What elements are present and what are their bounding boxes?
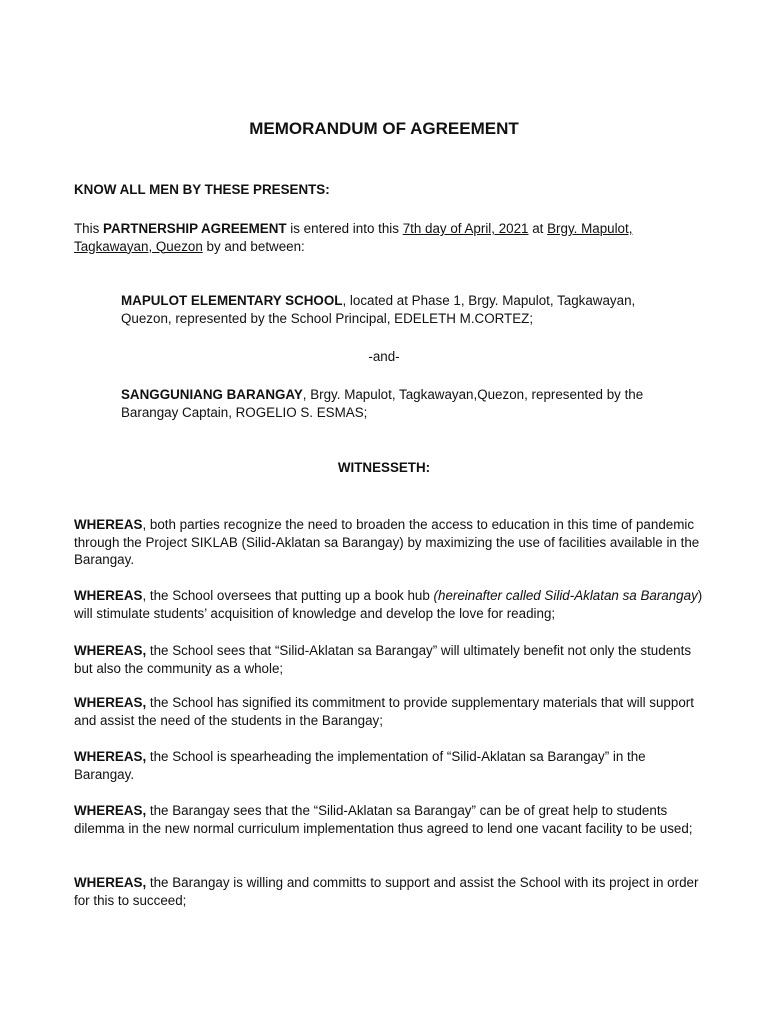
- party-school-name: MAPULOT ELEMENTARY SCHOOL: [121, 293, 343, 308]
- whereas-lead: WHEREAS,: [74, 803, 147, 818]
- whereas-clause-5: [74, 748, 706, 783]
- whereas-clause-7: [74, 874, 706, 909]
- whereas-italic-text: (hereinafter called Silid-Aklatan sa Barangay: [433, 588, 698, 603]
- whereas-clause-3: [74, 642, 706, 677]
- and-separator: -and-: [368, 349, 400, 364]
- whereas-text: ) will stimulate students’ acquisition of knowledge and develop the love for reading;: [74, 588, 703, 621]
- preamble-heading: KNOW ALL MEN BY THESE PRESENTS:: [74, 182, 330, 197]
- intro-text: is entered into this: [286, 221, 403, 236]
- whereas-text: , the School oversees that putting up a book hub: [142, 588, 434, 603]
- party-school: [121, 292, 681, 327]
- agreement-place: Brgy. Mapulot, Tagkawayan, Quezon: [74, 221, 633, 254]
- intro-text: This: [74, 221, 104, 236]
- agreement-type: PARTNERSHIP AGREEMENT: [103, 221, 287, 236]
- intro-text: by and between:: [202, 238, 305, 254]
- whereas-clause-2: [74, 587, 706, 622]
- whereas-clause-1: [74, 516, 706, 569]
- party-school-details: , located at Phase 1, Brgy. Mapulot, Tagkawayan, Quezon, represented by the School Principal, EDELETH M.CORTEZ;: [121, 293, 636, 326]
- whereas-clause-6: [74, 802, 706, 837]
- whereas-lead: WHEREAS: [74, 588, 143, 603]
- whereas-clause-4: [74, 694, 706, 729]
- party-barangay-name: SANGGUNIANG BARANGAY: [121, 387, 303, 402]
- intro-paragraph: [74, 220, 674, 255]
- whereas-lead: WHEREAS: [74, 517, 143, 532]
- party-barangay-details: , Brgy. Mapulot, Tagkawayan,Quezon, represented by the Barangay Captain, ROGELIO S. ESMAS;: [121, 387, 644, 420]
- whereas-text: the School is spearheading the implementation of “Silid-Aklatan sa Barangay” in the Barangay.: [74, 749, 646, 782]
- intro-text: at: [528, 221, 548, 236]
- whereas-lead: WHEREAS,: [74, 749, 147, 764]
- whereas-text: the Barangay sees that the “Silid-Aklatan sa Barangay” can be of great help to students dilemma in the new normal curriculum implementation thus agreed to lend one vacant facility to be used;: [74, 803, 693, 836]
- document-title: MEMORANDUM OF AGREEMENT: [249, 119, 519, 138]
- agreement-date: 7th day of April, 2021: [402, 221, 529, 236]
- whereas-text: the School has signified its commitment to provide supplementary materials that will support and assist the need of the students in the Barangay;: [74, 695, 694, 728]
- witnesseth-heading: WITNESSETH:: [337, 460, 431, 475]
- whereas-lead: WHEREAS,: [74, 643, 147, 658]
- whereas-lead: WHEREAS,: [74, 695, 147, 710]
- whereas-text: the School sees that “Silid-Aklatan sa Barangay” will ultimately benefit not only the students but also the community as a whole;: [74, 643, 692, 676]
- whereas-text: the Barangay is willing and committs to support and assist the School with its project in order for this to succeed;: [74, 875, 699, 908]
- party-barangay: [121, 386, 681, 421]
- whereas-lead: WHEREAS,: [74, 875, 147, 890]
- whereas-text: , both parties recognize the need to broaden the access to education in this time of pandemic through the Project SIKLAB (Silid-Aklatan sa Barangay) by maximizing the use of facilities available in the Barangay.: [74, 517, 700, 567]
